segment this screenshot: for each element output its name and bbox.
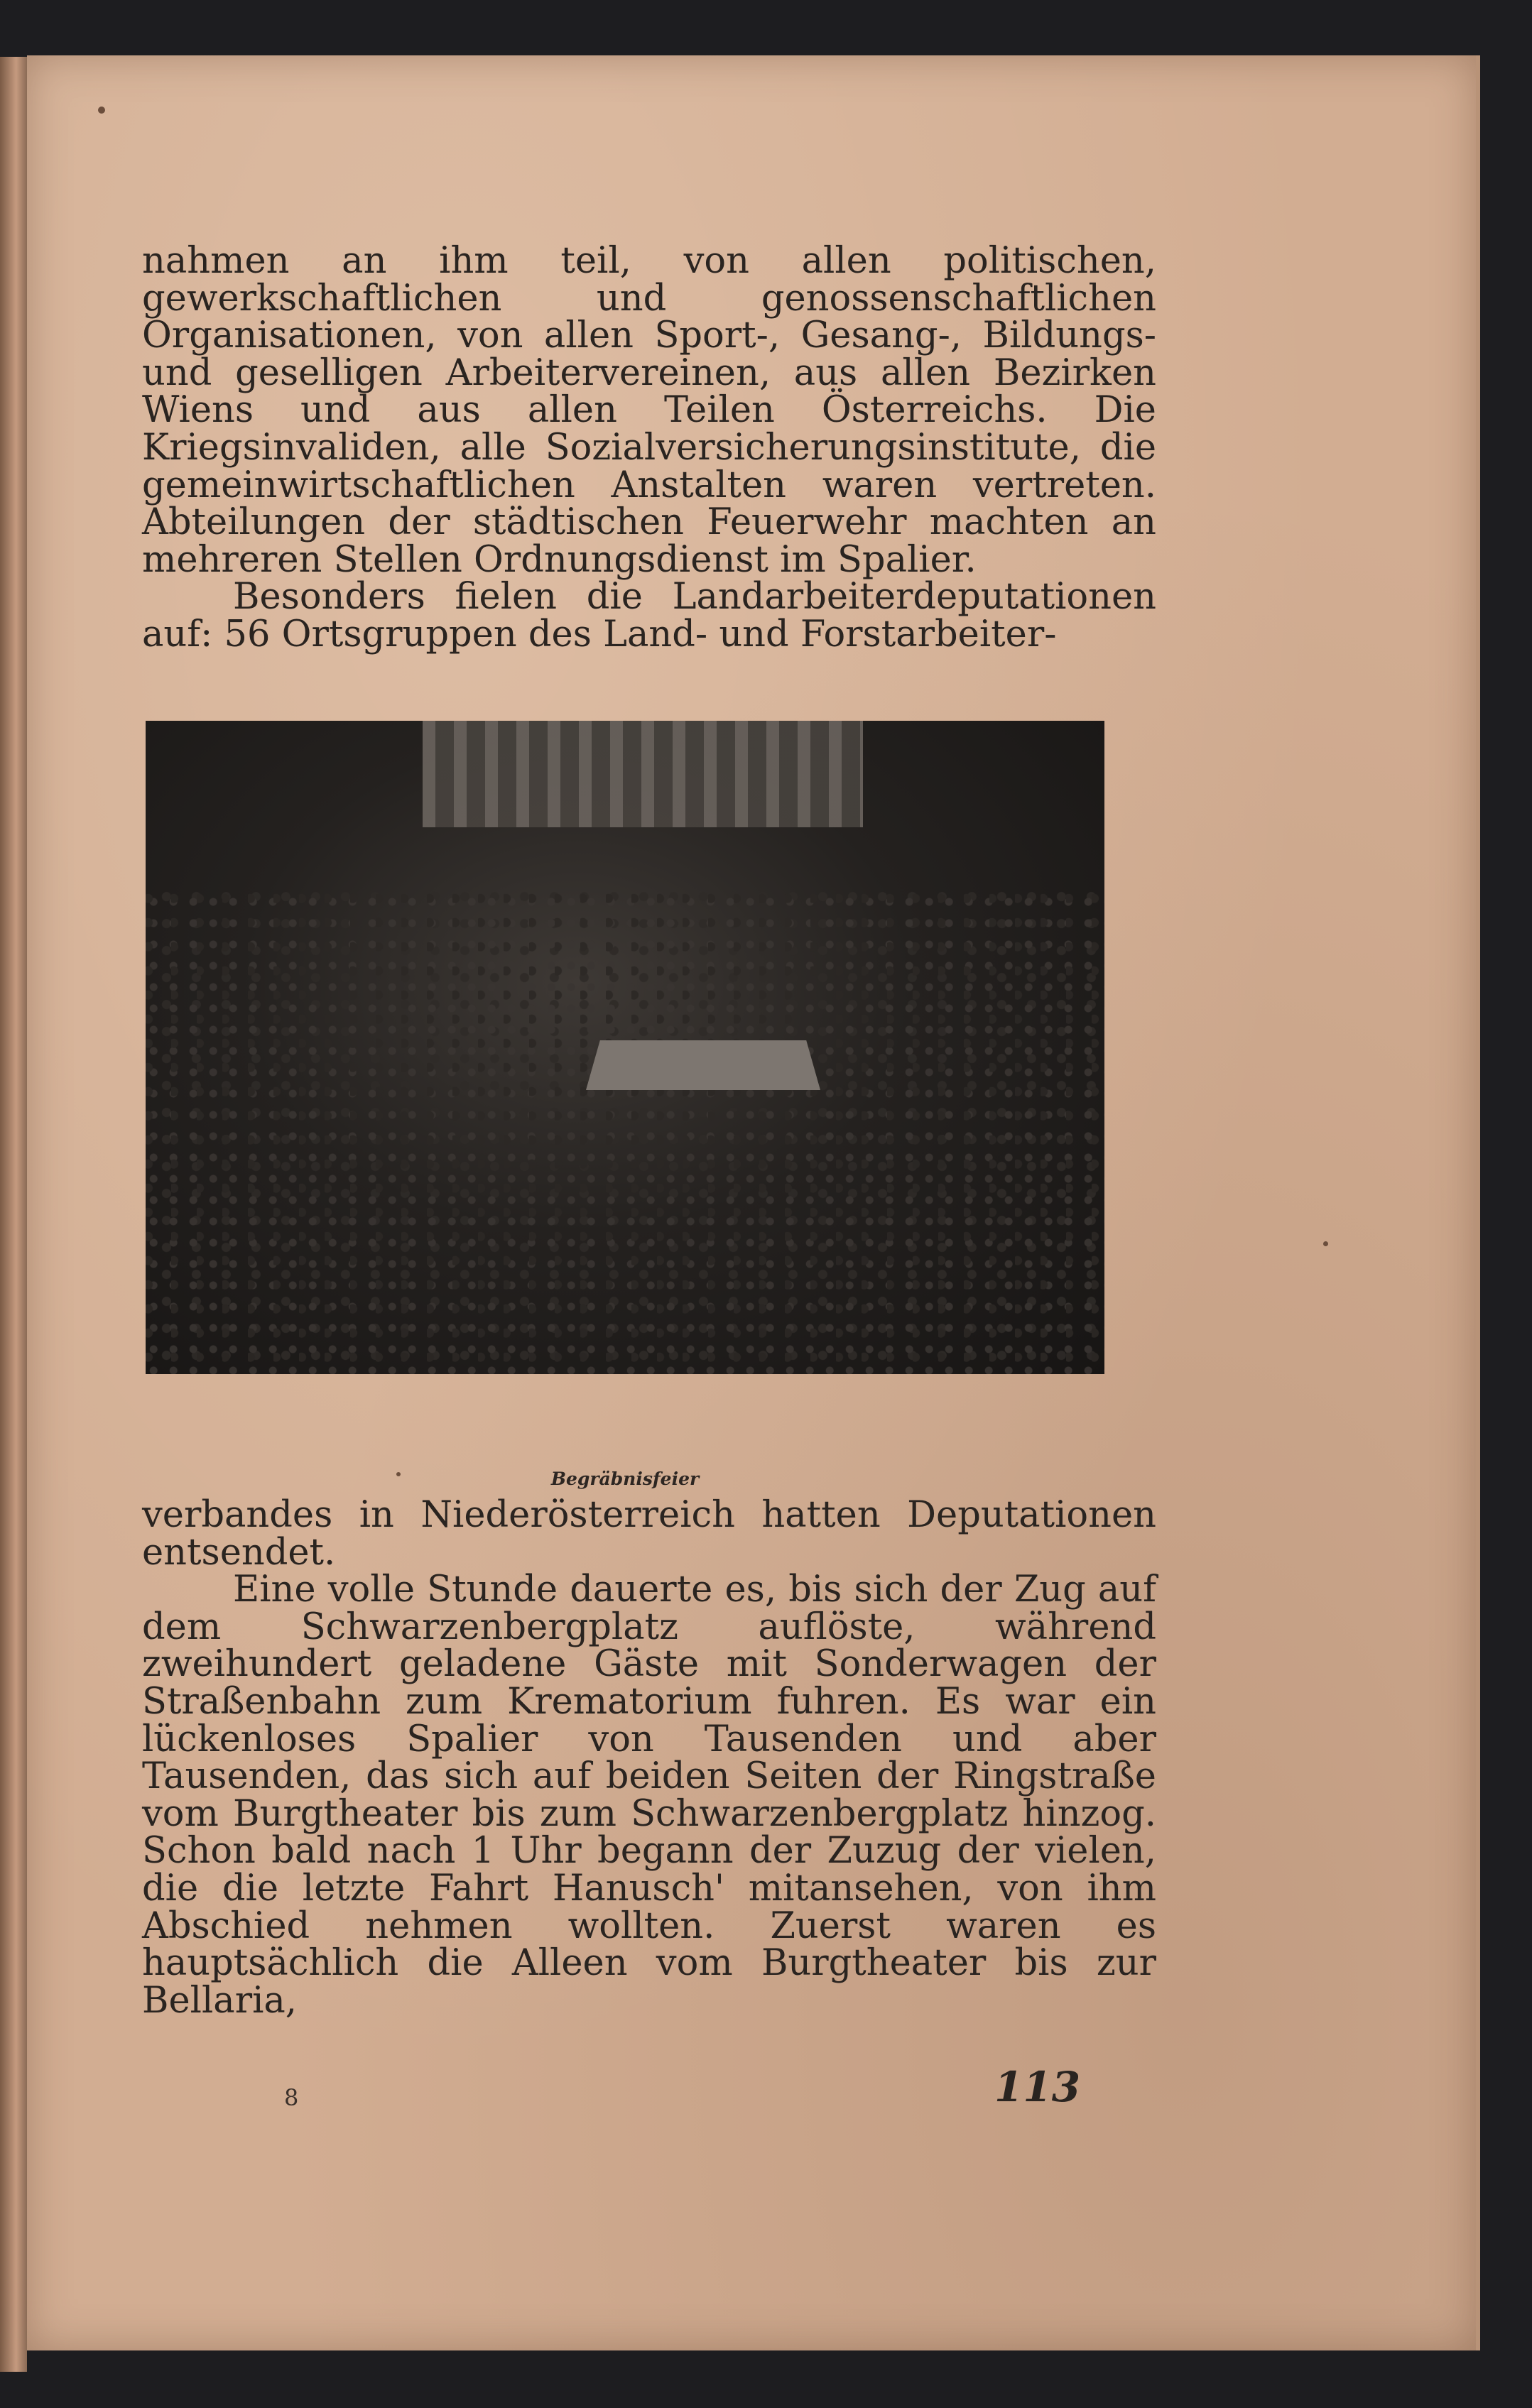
adjacent-page-edge bbox=[0, 57, 27, 2372]
photo-caption: Begräbnisfeier bbox=[550, 1469, 700, 1489]
page-number: 113 bbox=[994, 2063, 1081, 2111]
funeral-photograph bbox=[146, 721, 1104, 1374]
paper-speck bbox=[1323, 1241, 1328, 1246]
signature-mark: 8 bbox=[284, 2084, 299, 2111]
paper-speck bbox=[98, 107, 105, 114]
top-text-block bbox=[142, 240, 1156, 655]
paragraph: Eine volle Stunde dauerte es, bis sich der Zug auf dem Schwarzenbergplatz auflöste, während zweihundert geladene Gäste mit Sonderwagen der Straßenbahn zum Krematorium fuhren. Es war ein lückenloses Spalier von Tausenden und aber Tausenden, das sich auf beiden Seiten der Ringstraße vom Burgtheater bis zum Schwarzenbergplatz hinzog. Schon bald nach 1 Uhr begann der Zuzug der vielen, die die letzte Fahrt Hanusch' mitansehen, von ihm Abschied nehmen wollten. Zuerst waren es hauptsächlich die Alleen vom Burgtheater bis zur Bellaria, bbox=[142, 1569, 1156, 2022]
paragraph: Besonders fielen die Landarbeiterdeputationen auf: 56 Ortsgruppen des Land- und Forstarbeiter- bbox=[142, 576, 1156, 655]
photo-hearse-roof bbox=[586, 1040, 820, 1090]
photo-crowd bbox=[146, 891, 1104, 1374]
photo-caption-container bbox=[146, 1469, 1104, 1489]
photo-building bbox=[423, 721, 863, 827]
paragraph: verbandes in Niederösterreich hatten Deputationen entsendet. bbox=[142, 1494, 1156, 1574]
bottom-text-block bbox=[142, 1494, 1156, 2022]
paragraph: nahmen an ihm teil, von allen politischen, gewerkschaftlichen und genossenschaftlichen Organisationen, von allen Sport-, Gesang-, Bildungs- und geselligen Arbeitervereinen, aus allen Bezirken Wiens und aus allen Teilen Österreichs. Die Kriegsinvaliden, alle Sozialversicherungsinstitute, die gemeinwirtschaftlichen Anstalten waren vertreten. Abteilungen der städtischen Feuerwehr machten an mehreren Stellen Ordnungsdienst im Spalier. bbox=[142, 240, 1156, 581]
